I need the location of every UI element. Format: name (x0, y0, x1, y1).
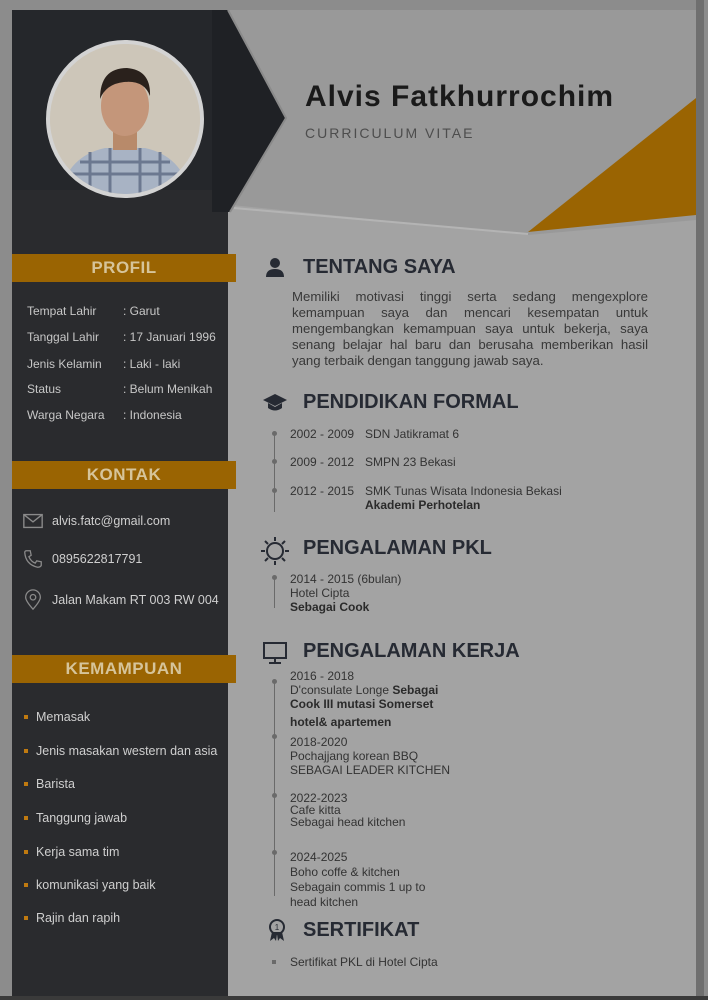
graduation-cap-icon (262, 390, 288, 416)
about-heading: TENTANG SAYA (303, 256, 456, 278)
award-ribbon-icon (264, 917, 290, 943)
skill-item: Rajin dan rapih (24, 911, 120, 925)
sun-icon (260, 536, 290, 566)
skill-item: komunikasi yang baik (24, 878, 156, 892)
profile-row: Jenis Kelamin : Laki - laki (27, 357, 181, 371)
timeline-dot (272, 575, 277, 580)
document-subtitle: CURRICULUM VITAE (305, 125, 475, 141)
timeline-dot (272, 679, 277, 684)
work-item: 2022-2023 Cafe kitta Sebagai head kitchen (290, 791, 406, 829)
skill-item: Memasak (24, 710, 90, 724)
phone-icon (22, 548, 44, 570)
user-icon (262, 255, 288, 281)
profile-row: Tempat Lahir : Garut (27, 304, 160, 318)
svg-text:1: 1 (274, 923, 280, 932)
work-item: 2016 - 2018 D'consulate Longe Sebagai Cook III mutasi Somerset hotel& apartemen (290, 669, 439, 729)
timeline-dot (272, 459, 277, 464)
contact-address: Jalan Makam RT 003 RW 004 (22, 589, 219, 611)
monitor-icon (262, 640, 288, 666)
skill-item: Barista (24, 777, 75, 791)
page-bottom-border (0, 996, 708, 1000)
contact-heading: KONTAK (12, 461, 236, 489)
mail-icon (22, 510, 44, 532)
bullet-icon (24, 883, 28, 887)
internship-heading: PENGALAMAN PKL (303, 537, 492, 559)
scrollbar[interactable] (696, 0, 704, 1000)
bullet-icon (272, 960, 276, 964)
skill-item: Tanggung jawab (24, 811, 127, 825)
profile-heading: PROFIL (12, 254, 236, 282)
contact-email[interactable]: alvis.fatc@gmail.com (22, 510, 170, 532)
timeline-line (274, 434, 275, 512)
education-heading: PENDIDIKAN FORMAL (303, 391, 519, 413)
bullet-icon (24, 850, 28, 854)
certificate-item: Sertifikat PKL di Hotel Cipta (290, 955, 438, 969)
work-item: 2024-2025 Boho coffe & kitchen Sebagain commis 1 up to head kitchen (290, 850, 426, 909)
bullet-icon (24, 782, 28, 786)
avatar (46, 40, 204, 198)
cv-page (12, 10, 696, 996)
timeline-dot (272, 488, 277, 493)
timeline-line (274, 578, 275, 608)
certificates-heading: SERTIFIKAT (303, 919, 420, 941)
bullet-icon (24, 715, 28, 719)
education-item: 2002 - 2009 SDN Jatikramat 6 (290, 427, 460, 441)
profile-row: Tanggal Lahir : 17 Januari 1996 (27, 330, 216, 344)
education-item: 2012 - 2015 SMK Tunas Wisata Indonesia Bekasi Akademi Perhotelan (290, 484, 562, 512)
work-item: 2018-2020 Pochajjang korean BBQ SEBAGAI LEADER KITCHEN (290, 735, 451, 777)
skill-item: Jenis masakan western dan asia (24, 744, 217, 758)
bullet-icon (24, 749, 28, 753)
timeline-line (274, 682, 275, 896)
candidate-name: Alvis Fatkhurrochim (305, 80, 615, 113)
education-item: 2009 - 2012 SMPN 23 Bekasi (290, 455, 456, 469)
timeline-dot (272, 734, 277, 739)
contact-phone[interactable]: 0895622817791 (22, 548, 142, 570)
bullet-icon (24, 816, 28, 820)
skills-heading: KEMAMPUAN (12, 655, 236, 683)
timeline-dot (272, 431, 277, 436)
internship-item: 2014 - 2015 (6bulan) Hotel Cipta Sebagai Cook (290, 572, 402, 614)
work-heading: PENGALAMAN KERJA (303, 640, 520, 662)
profile-row: Status : Belum Menikah (27, 382, 213, 396)
timeline-dot (272, 793, 277, 798)
bullet-icon (24, 916, 28, 920)
profile-row: Warga Negara : Indonesia (27, 408, 182, 422)
location-pin-icon (22, 589, 44, 611)
header-chevron (212, 10, 292, 220)
skill-item: Kerja sama tim (24, 845, 119, 859)
timeline-dot (272, 850, 277, 855)
about-text: Memiliki motivasi tinggi serta sedang mengexplore kemampuan saya dan mencari kesempatan untuk mengembangkan kemampuan saya untuk bekerja, saya senang belajar hal baru dan berusaha memberikan hasil yang terbaik dengan tanggung jawab saya. (292, 289, 648, 368)
